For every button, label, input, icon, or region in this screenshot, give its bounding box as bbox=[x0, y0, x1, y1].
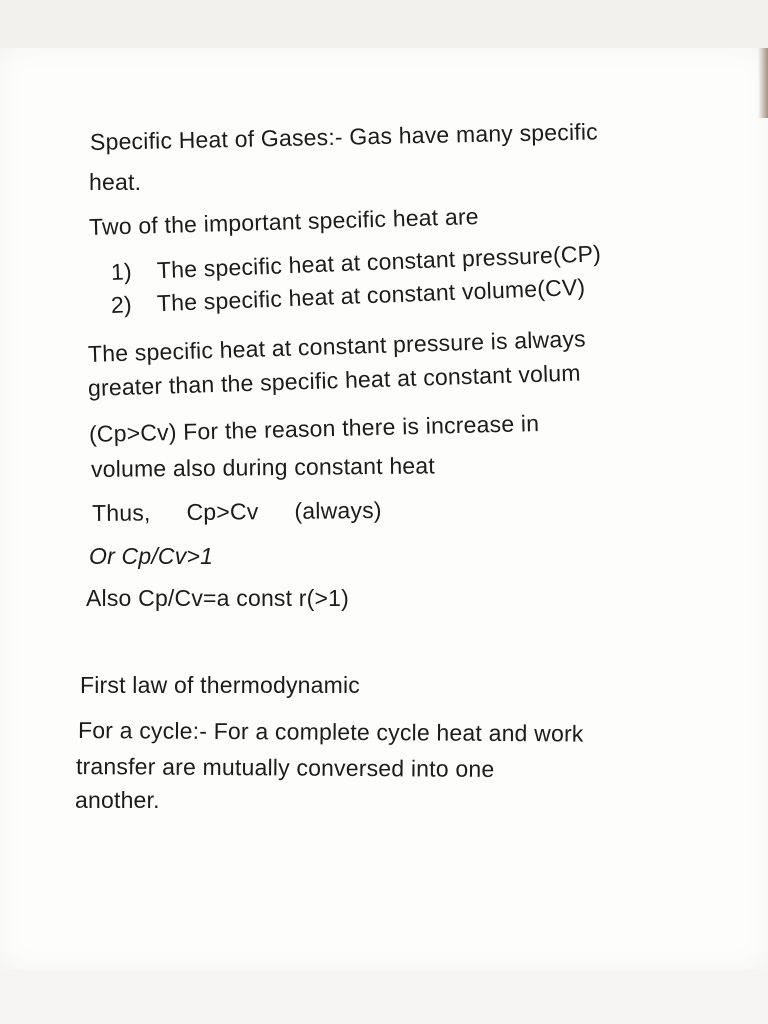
thus-line bbox=[92, 496, 382, 527]
cycle-line-2: transfer are mutually conversed into one bbox=[75, 753, 495, 782]
heading-specific-heat: Specific Heat of Gases:- Gas have many specific bbox=[89, 118, 599, 155]
background-strip bbox=[0, 970, 768, 1024]
thus-relation: Cp>Cv bbox=[186, 498, 259, 526]
list-number-1: 1) bbox=[110, 258, 133, 285]
also-line: Also Cp/Cv=a const r(>1) bbox=[86, 585, 350, 611]
text-two-important: Two of the important specific heat are bbox=[88, 203, 480, 240]
page-edge-shadow bbox=[758, 48, 768, 118]
thus-note: (always) bbox=[294, 496, 382, 524]
cycle-line-1: For a cycle:- For a complete cycle heat and work bbox=[77, 717, 584, 747]
text-cp-greater-3: (Cp>Cv) For the reason there is increase in bbox=[88, 410, 540, 447]
text-cp-greater-2: greater than the specific heat at constant volum bbox=[87, 359, 582, 401]
text-heat: heat. bbox=[89, 169, 142, 195]
list-number-2: 2) bbox=[110, 291, 133, 318]
thus-label: Thus, bbox=[91, 499, 151, 526]
list-text-2: The specific heat at constant volume(CV) bbox=[156, 273, 586, 317]
or-line: Or Cp/Cv>1 bbox=[89, 543, 214, 569]
text-cp-greater-4: volume also during constant heat bbox=[90, 452, 436, 482]
cycle-line-3: another. bbox=[75, 787, 160, 813]
text-cp-greater-1: The specific heat at constant pressure is always bbox=[87, 325, 587, 367]
list-text-1: The specific heat at constant pressure(CP) bbox=[156, 240, 602, 284]
section-title-first-law: First law of thermodynamic bbox=[80, 672, 360, 698]
